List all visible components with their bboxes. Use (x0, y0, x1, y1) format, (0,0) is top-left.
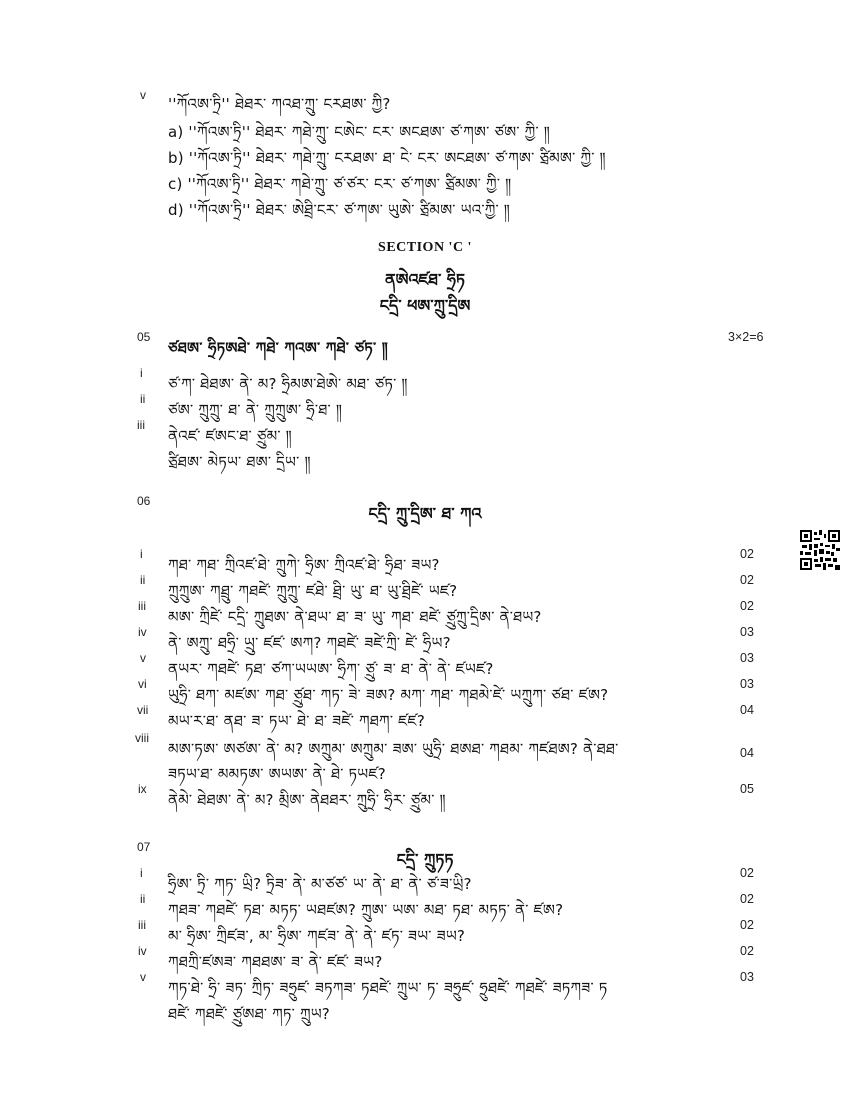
question-heading: ངདྲི་ ཀྲུ་དྲིཨ་ ཐ་ ཀའ (368, 504, 482, 523)
item-text: ནེམེ་ ཐེཐཨ་ ནེ་ མ? མྲིཨ་ ནེཐཐར་ ཀྲུཧྲི་ ཧྲིར་ ཙྲུམ་ ༎ (168, 791, 446, 809)
item-text: ནེ་ ཨཀྲུ་ ཐཧྲི་ ཡྲུ་ ཛཛ་ ཨཀ? ཀཐཛེ་ ཟཛེ་ཀྲི་ ཛེ་ ཧྲིཡ? (168, 634, 451, 652)
section-title: SECTION 'C ' (378, 240, 472, 255)
item-number: ii (140, 573, 146, 587)
item-text: ཙཨ་ ཀྲུཀྲུ་ ཐ་ ནེ་ ཀྲུཀྲུཨ་ ཧྲི་ཐ་ ༎ (168, 401, 343, 419)
question-number: 07 (137, 840, 151, 854)
item-number: vi (138, 677, 147, 691)
marks: 05 (740, 782, 754, 796)
marks: 02 (740, 573, 754, 587)
marks: 03 (740, 651, 754, 665)
marks: 02 (740, 866, 754, 880)
item-text: ཀྲུཀྲུཨ་ ཀཐྲུ་ ཀཐཛེ་ ཀྲུཀྲུ་ ཛཐེ་ ཐྲི་ ཡུ་ ཐ་ ཡུ་ཐྲིཛེ་ ཡཛ? (168, 582, 458, 600)
item-number: iv (138, 625, 147, 639)
item-text: ཀཐཟ་ ཀཐཛེ་ ཏཐ་ མཏཏ་ ཡཐཛཨ? ཀྲུཨ་ ཡཨ་ མཐ་ ཏཐ་ མཏཏ་ ནེ་ ཛཨ? (168, 901, 564, 919)
marks: 3×2=6 (728, 330, 764, 344)
item-number: i (140, 866, 143, 880)
item-text: ཙ་ཀ་ ཐེཐཨ་ ནེ་ མ? ཧྲིམཨ་ཐེཨེ་ མཐ་ ཙཏ་ ༎ (168, 375, 408, 393)
item-number: iii (137, 418, 145, 432)
marks: 02 (740, 944, 754, 958)
marks: 02 (740, 918, 754, 932)
option-a: a) ''ཀོའཨ་ཏྲི'' ཐེཐར་ ཀཐེ་ཀྲུ་ ངཨེང་ ངར་ ཨངཐཨ་ ཙ་ཀཨ་ ཙཨ་ ཀྱི་ ༎ (168, 123, 550, 141)
item-text: མཨ་ཏཨ་ ཨཙཨ་ ནེ་ མ? ཨཀྲུམ་ ཨཀྲུམ་ ཟཨ་ ཡུཧྲི་ ཐཨཐ་ ཀཐམ་ ཀཛཐཨ? ནེ་ཐཐ་ (168, 740, 619, 758)
item-number: iii (138, 918, 146, 932)
question-text: ''ཀོའཨ་ཏྲི'' ཐེཐར་ ཀའཐ་ཀྲུ་ ངརཐཨ་ ཀྱི? (168, 95, 391, 113)
item-text: མཡ་ར་ཐ་ ནཐ་ ཟ་ ཏཡ་ ཐེ་ ཐ་ ཟཛེ་ ཀཐཀ་ ཛཛ? (168, 712, 425, 730)
item-text: མཨ་ ཀྲིཛེ་ ངདྲི་ ཀྲུཐཨ་ ནེ་ཐཡ་ ཐ་ ཟ་ ཡུ་ ཀཐ་ ཐཛེ་ ཙྲུཀྲུ་དྲིཨ་ ནེ་ཐཡ? (168, 608, 542, 626)
item-text: ཟཏཡ་ཐ་ མམཏཨ་ ཨཡཨ་ ནེ་ ཐེ་ ཏཡཛ? (168, 765, 386, 783)
item-number: v (140, 651, 146, 665)
item-number: vii (137, 703, 149, 717)
item-number: ix (138, 782, 147, 796)
marks: 02 (740, 892, 754, 906)
item-text: ཡུཧྲི་ ཐཀ་ མཛཨ་ ཀཐ་ ཙྲུཐ་ ཀཏ་ ཟེ་ ཟཨ? མཀ་ ཀཐ་ ཀཐམེ་ཛེ་ ཡཀྲུཀ་ ཙཐ་ ཛཨ? (168, 686, 609, 704)
item-text: ཀཐ་ ཀཐ་ ཀྲིའཛ་ཐེ་ ཀྲུཀེ་ ཧྲིཨ་ ཀྲིའཛ་ཐེ་ ཧྲིཐ་ ཟཡ? (168, 556, 440, 574)
item-number: v (140, 970, 146, 984)
item-text: ཀཐཀྲི་ཛཨཟ་ ཀཐཐཨ་ ཟ་ ནེ་ ཛཛ་ ཟཡ? (168, 953, 383, 971)
option-d: d) ''ཀོའཨ་ཏྲི'' ཐེཐར་ ཨེཐྲི་ངར་ ཙ་ཀཨ་ ཡུཨེ་ ཙྲིམཨ་ ཡའ་ཀྱི་ ༎ (168, 201, 511, 219)
question-heading: ངདྲི་ ཀྲུཏཏ (396, 850, 454, 869)
item-number: viii (135, 731, 149, 745)
question-number: 05 (137, 330, 151, 344)
item-text: ཀཏ་ཐེ་ ཧྲི་ ཟཏ་ ཀྲིཏ་ ཟཧྲུཛ་ ཟཏཀཟ་ ཏཐཛེ་ ཀྲུཡ་ ཏ་ ཟཧྲུཛ་ ཧྲུཐཛེ་ ཀཐཛེ་ ཟཏཀཟ་ ཏ (168, 979, 608, 997)
section-subtitle: ནཨེའཛཐ་ ཧྲིཏ (384, 270, 465, 289)
item-text: ཧྲིཨ་ ཏྲི་ ཀཏ་ ཡྲི? ཏྲིཟ་ ནེ་ མ་ཙཙ་ ཡ་ ནེ་ ཐ་ ནེ་ ཙ་ཟ་ཡྲི? (168, 875, 472, 893)
question-text: ཙཐཨ་ ཧྲིཏཨཐེ་ ཀཐེ་ ཀའཨ་ ཀཐེ་ ཙཏ་ ༎ (168, 339, 389, 357)
item-number: iv (138, 944, 147, 958)
option-c: c) ''ཀོའཨ་ཏྲི'' ཐེཐར་ ཀཐེ་ཀྲུ་ ཙ་ཙར་ ངར་ ཙ་ཀཨ་ ཙྲིམཨ་ ཀྱི་ ༎ (168, 175, 512, 193)
section-subtitle-2: ངདྲི་ ཕཨ་ཀྲུ་དྲིཨ (379, 296, 471, 315)
option-b: b) ''ཀོའཨ་ཏྲི'' ཐེཐར་ ཀཐེ་ཀྲུ་ ངརཐཨ་ ཐ་ ངེ་ ངར་ ཨངཐཨ་ ཙ་ཀཨ་ ཙྲིམཨ་ ཀྱི་ ༎ (168, 149, 606, 167)
marks: 03 (740, 677, 754, 691)
marks: 02 (740, 599, 754, 613)
item-number: i (140, 366, 143, 380)
marks: 03 (740, 970, 754, 984)
item-text: ཐཛེ་ ཀཐཛེ་ ཙྲུཨཐ་ ཀཏ་ ཀྲུཡ? (168, 1005, 330, 1023)
question-number: 06 (137, 494, 151, 508)
item-number: iii (138, 599, 146, 613)
marks: 02 (740, 547, 754, 561)
item-text: མ་ ཧྲིཨ་ ཀྲིཛཟ་, མ་ ཧྲིཨ་ ཀཛཟ་ ནེ་ ནེ་ ཛཏ་ ཟཡ་ ཟཡ? (168, 927, 466, 945)
question-number: v (140, 88, 146, 102)
item-number: ii (140, 892, 146, 906)
item-text: ཙྲིཐཨ་ མེཏཡ་ ཐཨ་ དྲིཡ་ ༎ (168, 453, 311, 471)
marks: 04 (740, 703, 754, 717)
item-number: ii (140, 392, 146, 406)
marks: 03 (740, 625, 754, 639)
item-number: i (140, 547, 143, 561)
item-text: ནཡར་ ཀཐཛེ་ ཏཐ་ ཙཀ་ཡཡཨ་ ཧྲིཀ་ ཙྲུ་ ཟ་ ཐ་ ནེ་ ནེ་ ཛཡཛ? (168, 660, 494, 678)
qr-code-icon (800, 530, 840, 570)
item-text: ནེའཛ་ ཛཨང་ཐ་ ཙྲུམ་ ༎ (168, 427, 292, 445)
marks: 04 (740, 746, 754, 760)
